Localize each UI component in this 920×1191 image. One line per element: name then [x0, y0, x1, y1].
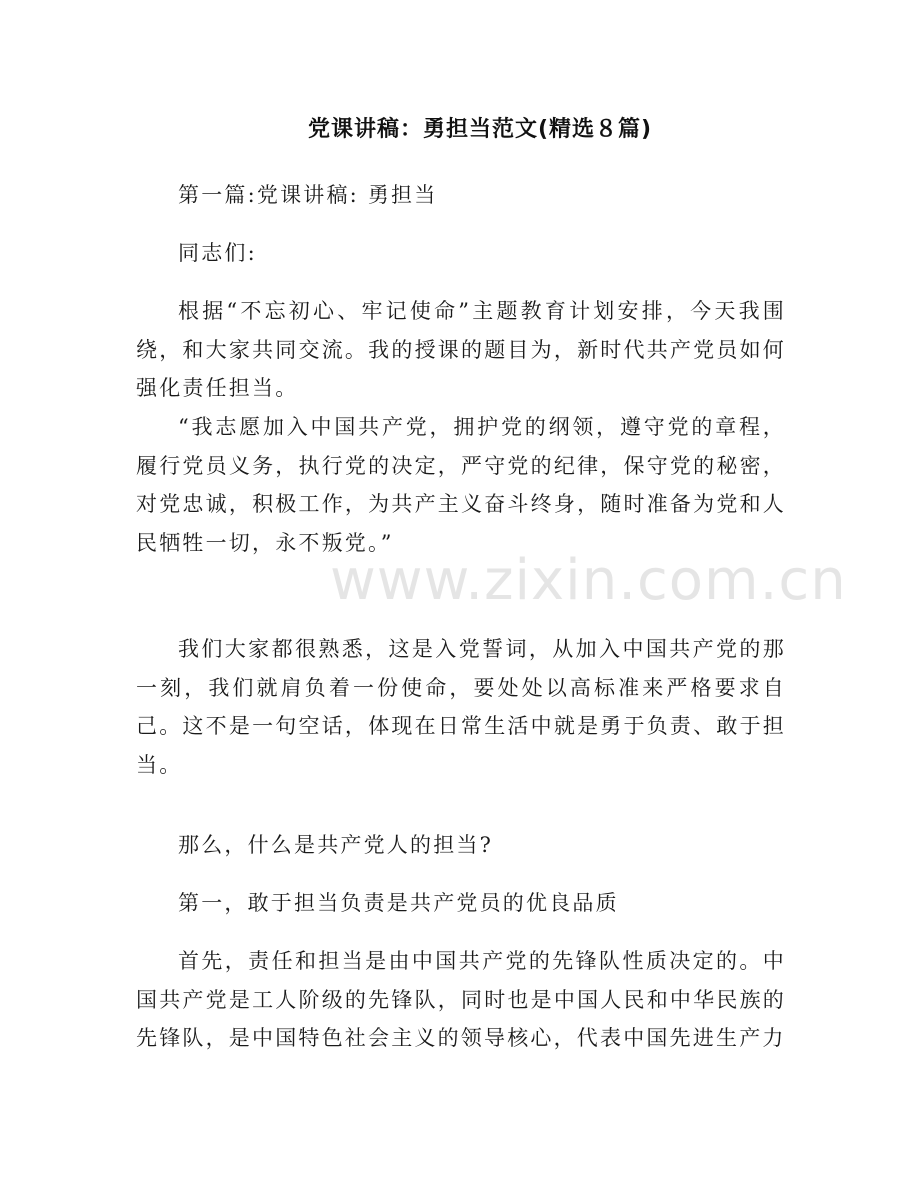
- salutation: 同志们:: [178, 241, 257, 265]
- heading-first-section: 第一篇:党课讲稿: 勇担当: [178, 183, 438, 207]
- paragraph-oath: “我志愿加入中国共产党，拥护党的纲领，遵守党的章程，履行党员义务，执行党的决定，严守党的纪律，保守党的秘密，对党忠诚，积极工作，为共产主义奋斗终身，随时准备为党和人民牺牲一切，永不叛党。”: [136, 415, 786, 555]
- document-title: 党课讲稿：勇担当范文(精选８篇): [307, 117, 653, 142]
- paragraph-question: 那么，什么是共产党人的担当?: [178, 833, 494, 857]
- paragraph-intro: 根据“不忘初心、牢记使命”主题教育计划安排，今天我围绕，和大家共同交流。我的授课的题目为，新时代共产党员如何强化责任担当。: [136, 299, 786, 400]
- heading-point-one: 第一，敢于担当负责是共产党员的优良品质: [178, 891, 619, 915]
- watermark-text: www.zixin.com.cn: [330, 548, 847, 613]
- paragraph-oath-explanation: 我们大家都很熟悉，这是入党誓词，从加入中国共产党的那一刻，我们就肩负着一份使命，要处处以高标准来严格要求自己。这不是一句空话，体现在日常生活中就是勇于负责、敢于担当。: [136, 637, 786, 777]
- paragraph-vanguard: 首先，责任和担当是由中国共产党的先锋队性质决定的。中国共产党是工人阶级的先锋队，同时也是中国人民和中华民族的先锋队，是中国特色社会主义的领导核心，代表中国先进生产力: [136, 949, 786, 1050]
